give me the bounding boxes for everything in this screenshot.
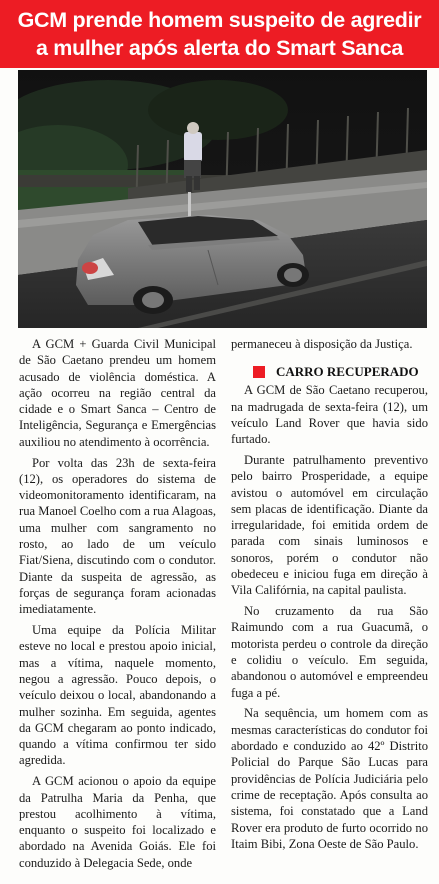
headline: [0, 6, 439, 62]
headline-line-1: GCM prende homem suspeito de agredir: [17, 8, 422, 32]
paragraph: Durante patrulhamento preventivo pelo bairro Prosperidade, a equipe avistou o automóvel em circulação sem placas de identificação. Diante da irregularidade, foi emitida ordem de parada com sinais luminosos e sonoros, porém o condutor não obedeceu e iniciou fuga em direção à Vila Califórnia, na capital paulista.: [231, 452, 428, 598]
left-column: [19, 336, 216, 876]
paragraph: A GCM de São Caetano recuperou, na madrugada de sexta-feira (12), um veículo Land Rover que havia sido furtado.: [231, 383, 428, 447]
paragraph-continuation: permaneceu à disposição da Justiça.: [231, 337, 413, 351]
article-photo: [18, 70, 427, 328]
red-square-icon: [253, 366, 265, 378]
paragraph: No cruzamento da rua São Raimundo com a rua Guacumã, o motorista perdeu o controle da direção e colidiu o veículo. Em seguida, abandonou o automóvel e empreendeu fuga a pé.: [231, 604, 428, 700]
paragraph: A GCM + Guarda Civil Municipal de São Caetano prendeu um homem acusado de violência doméstica. A ação ocorreu na região central da cidade e o Smart Sanca – Centro de Inteligência, Segurança e Emergências auxiliou no atendimento à ocorrência.: [19, 337, 216, 449]
paragraph: A GCM acionou o apoio da equipe da Patrulha Maria da Penha, que prestou acolhimento à vítima, enquanto o suspeito foi localizado e abordado na Avenida Goiás. Ele foi conduzido à Delegacia Sede, onde: [19, 774, 216, 870]
headline-banner: [0, 0, 439, 68]
right-column: [231, 336, 428, 857]
cctv-street-scene-photo: [18, 70, 427, 328]
paragraph: Na sequência, um homem com as mesmas características do condutor foi abordado e conduzido ao 42º Distrito Policial do Parque São Lucas para providências de Polícia Judiciária pelo crime de receptação. Após consulta ao sistema, foi constatado que a Land Rover era produto de furto ocorrido no Itaim Bibi, Zona Oeste de São Paulo.: [231, 706, 428, 851]
paragraph: Por volta das 23h de sexta-feira (12), os operadores do sistema de videomonitoramento identificaram, na rua Manoel Coelho com a rua Alagoas, uma mulher com sangramento no rosto, ao lado de um veículo Fiat/Siena, discutindo com o condutor. Diante da suspeita de agressão, as forças de segurança foram acionadas imediatamente.: [19, 455, 216, 617]
section-title: CARRO RECUPERADO: [276, 364, 419, 380]
paragraph: Uma equipe da Polícia Militar esteve no local e prestou apoio inicial, mas a vítima, naquele momento, negou a agressão. Pouco depois, o veículo deixou o local, abandonando a mulher sozinha. Em seguida, agentes da GCM chegaram ao ponto indicado, quando a vítima confirmou ter sido agredida.: [19, 623, 216, 768]
section-heading: [231, 364, 428, 380]
headline-line-2: a mulher após alerta do Smart Sanca: [35, 36, 404, 60]
